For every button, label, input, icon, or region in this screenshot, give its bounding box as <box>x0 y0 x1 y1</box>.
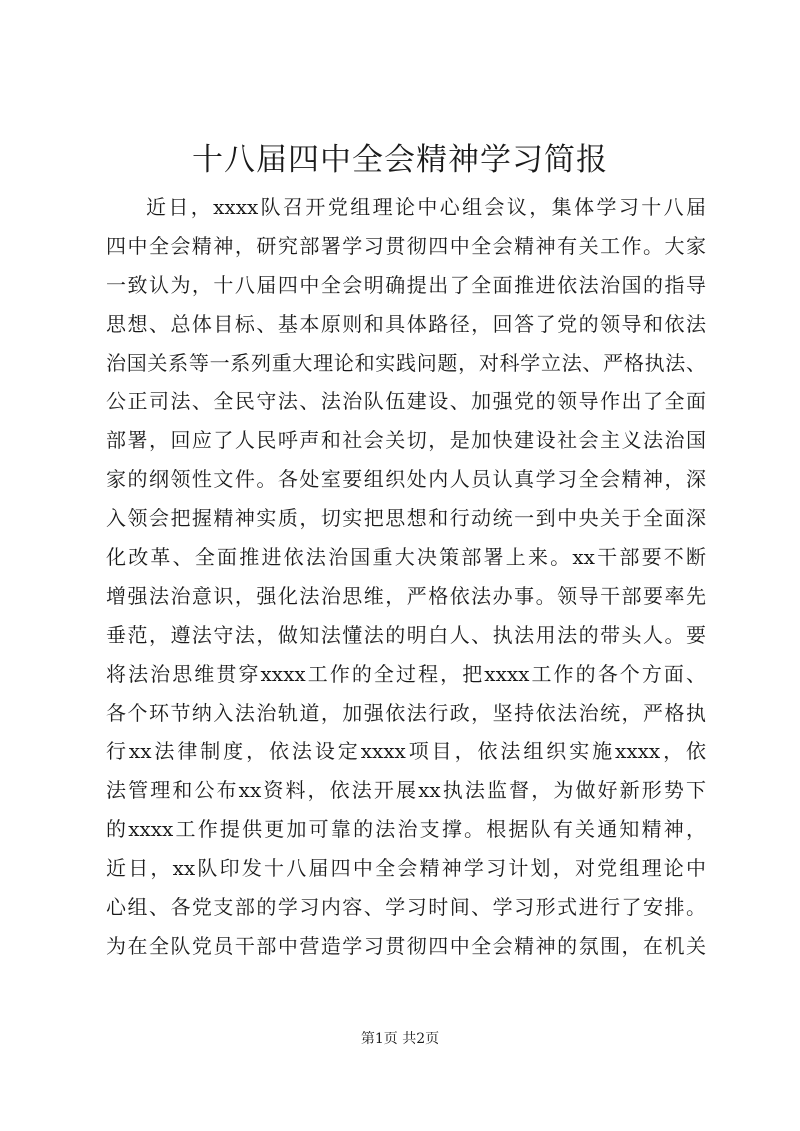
body-line: 思想、总体目标、基本原则和具体路径，回答了党的领导和依法 <box>106 311 706 336</box>
body-line: 法管理和公布xx资料，依法开展xx执法监督，为做好新形势下 <box>106 778 706 803</box>
body-line: 行xx法律制度，依法设定xxxx项目，依法组织实施xxxx，依 <box>106 739 706 764</box>
body-line: 化改革、全面推进依法治国重大决策部署上来。xx干部要不断 <box>106 545 706 570</box>
body-line: 一致认为，十八届四中全会明确提出了全面推进依法治国的指导 <box>106 272 706 297</box>
body-line: 各个环节纳入法治轨道，加强依法行政，坚持依法治统，严格执 <box>106 700 706 725</box>
document-title: 十八届四中全会精神学习简报 <box>192 142 608 178</box>
body-line: 心组、各党支部的学习内容、学习时间、学习形式进行了安排。 <box>106 895 706 920</box>
body-line: 入领会把握精神实质，切实把思想和行动统一到中央关于全面深 <box>106 506 706 531</box>
page-number-footer: 第1页 共2页 <box>360 1031 440 1047</box>
document-body <box>106 188 706 966</box>
body-line: 部署，回应了人民呼声和社会关切，是加快建设社会主义法治国 <box>106 428 706 453</box>
body-line: 四中全会精神，研究部署学习贯彻四中全会精神有关工作。大家 <box>106 233 706 258</box>
body-line: 近日，xx队印发十八届四中全会精神学习计划，对党组理论中 <box>106 856 706 881</box>
body-line: 垂范，遵法守法，做知法懂法的明白人、执法用法的带头人。要 <box>106 622 706 647</box>
body-line: 增强法治意识，强化法治思维，严格依法办事。领导干部要率先 <box>106 583 706 608</box>
body-line: 的xxxx工作提供更加可靠的法治支撑。根据队有关通知精神， <box>106 817 706 842</box>
body-line: 为在全队党员干部中营造学习贯彻四中全会精神的氛围，在机关 <box>106 933 706 958</box>
body-line: 家的纲领性文件。各处室要组织处内人员认真学习全会精神，深 <box>106 467 706 492</box>
body-line: 将法治思维贯穿xxxx工作的全过程，把xxxx工作的各个方面、 <box>106 661 706 686</box>
body-line: 公正司法、全民守法、法治队伍建设、加强党的领导作出了全面 <box>106 389 706 414</box>
body-line: 治国关系等一系列重大理论和实践问题，对科学立法、严格执法、 <box>106 350 706 375</box>
body-line: 近日，xxxx队召开党组理论中心组会议，集体学习十八届 <box>146 195 706 219</box>
